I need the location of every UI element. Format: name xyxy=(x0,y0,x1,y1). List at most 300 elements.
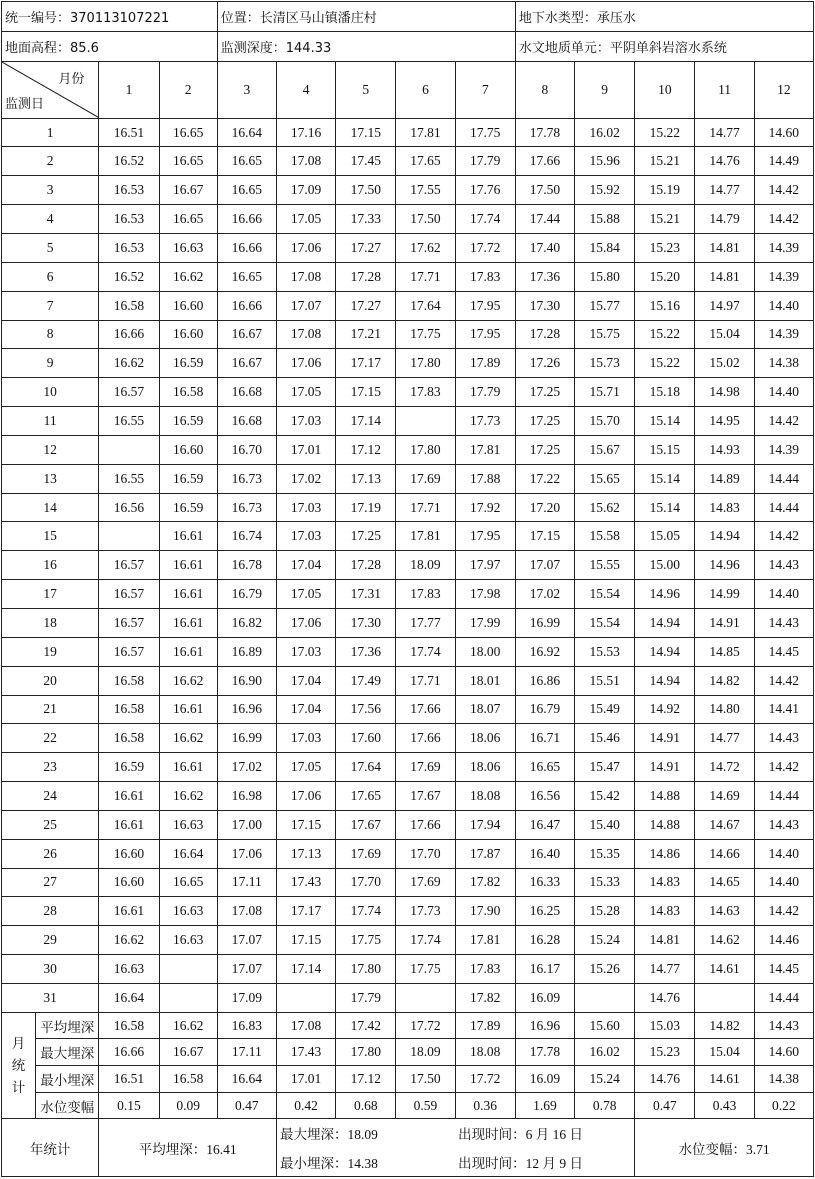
depth-value: 17.05 xyxy=(276,753,335,782)
stat-value: 17.80 xyxy=(336,1039,396,1066)
day-row xyxy=(2,897,814,926)
depth-value: 17.11 xyxy=(217,868,276,897)
depth-value: 14.98 xyxy=(695,378,754,407)
annual-range: 水位变幅：3.71 xyxy=(635,1119,814,1177)
day-number: 9 xyxy=(2,349,99,378)
annual-min-depth: 最小埋深：14.38 xyxy=(276,1148,455,1177)
depth-value: 14.63 xyxy=(695,897,754,926)
depth-value: 14.60 xyxy=(754,118,813,147)
depth-value: 17.43 xyxy=(276,868,335,897)
depth-value: 15.05 xyxy=(635,522,695,551)
depth-value: 18.00 xyxy=(455,637,515,666)
month-header: 2 xyxy=(159,62,217,118)
day-number: 17 xyxy=(2,580,99,609)
stat-value: 15.60 xyxy=(575,1012,635,1039)
depth-value: 16.53 xyxy=(99,205,159,234)
depth-value: 14.80 xyxy=(695,695,754,724)
stat-value: 14.43 xyxy=(754,1012,813,1039)
depth-value: 17.15 xyxy=(336,378,396,407)
day-number: 30 xyxy=(2,955,99,984)
depth-value: 15.88 xyxy=(575,205,635,234)
depth-value: 17.80 xyxy=(336,955,396,984)
stat-value: 0.42 xyxy=(276,1092,335,1119)
depth-value: 16.68 xyxy=(217,407,276,436)
stat-value: 15.04 xyxy=(695,1039,754,1066)
depth-value: 14.42 xyxy=(754,753,813,782)
stat-value: 14.76 xyxy=(635,1066,695,1093)
depth-value: 17.81 xyxy=(396,118,455,147)
day-number: 19 xyxy=(2,637,99,666)
depth-value: 17.17 xyxy=(336,349,396,378)
annual-stats-label: 年统计 xyxy=(2,1119,99,1177)
depth-value: 16.51 xyxy=(99,118,159,147)
depth-value: 14.85 xyxy=(695,637,754,666)
depth-value: 18.06 xyxy=(455,753,515,782)
depth-value: 14.88 xyxy=(635,810,695,839)
depth-value: 16.60 xyxy=(99,868,159,897)
depth-value: 16.63 xyxy=(159,234,217,263)
monitoring-depth: 监测深度：144.33 xyxy=(217,32,515,62)
stat-value: 17.78 xyxy=(515,1039,574,1066)
depth-value: 16.63 xyxy=(99,955,159,984)
depth-value: 17.45 xyxy=(336,147,396,176)
stat-value: 0.47 xyxy=(635,1092,695,1119)
stat-value: 0.68 xyxy=(336,1092,396,1119)
depth-value: 17.55 xyxy=(396,176,455,205)
depth-value: 17.87 xyxy=(455,839,515,868)
stat-value: 16.51 xyxy=(99,1066,159,1093)
depth-value: 17.73 xyxy=(396,897,455,926)
monthly-stat-row xyxy=(2,1092,814,1119)
day-number: 18 xyxy=(2,608,99,637)
depth-value: 17.90 xyxy=(455,897,515,926)
depth-value: 15.40 xyxy=(575,810,635,839)
depth-value: 14.94 xyxy=(695,522,754,551)
depth-value: 17.95 xyxy=(455,320,515,349)
depth-value: 14.40 xyxy=(754,378,813,407)
depth-value: 14.69 xyxy=(695,782,754,811)
depth-value: 17.03 xyxy=(276,522,335,551)
depth-value: 16.79 xyxy=(515,695,574,724)
depth-value: 14.43 xyxy=(754,724,813,753)
depth-value: 15.54 xyxy=(575,608,635,637)
depth-value: 14.61 xyxy=(695,955,754,984)
depth-value: 16.09 xyxy=(515,983,574,1012)
depth-value: 16.67 xyxy=(217,349,276,378)
depth-value xyxy=(99,435,159,464)
depth-value: 16.74 xyxy=(217,522,276,551)
depth-value: 15.26 xyxy=(575,955,635,984)
annual-max-time: 出现时间：6 月 16 日 xyxy=(455,1119,635,1148)
depth-value: 16.92 xyxy=(515,637,574,666)
stat-value: 0.36 xyxy=(455,1092,515,1119)
day-number: 25 xyxy=(2,810,99,839)
depth-value: 17.79 xyxy=(455,147,515,176)
depth-value: 14.44 xyxy=(754,782,813,811)
depth-value: 17.81 xyxy=(455,926,515,955)
depth-value: 17.25 xyxy=(336,522,396,551)
depth-value: 17.25 xyxy=(515,378,574,407)
depth-value: 15.15 xyxy=(635,435,695,464)
day-number: 21 xyxy=(2,695,99,724)
depth-value: 16.25 xyxy=(515,897,574,926)
depth-value: 14.45 xyxy=(754,637,813,666)
monthly-stat-row xyxy=(2,1012,814,1039)
depth-value: 16.55 xyxy=(99,464,159,493)
depth-value: 16.17 xyxy=(515,955,574,984)
depth-value: 14.44 xyxy=(754,983,813,1012)
stat-value: 17.50 xyxy=(396,1066,455,1093)
depth-value: 17.82 xyxy=(455,983,515,1012)
depth-value: 14.39 xyxy=(754,320,813,349)
stat-label: 平均埋深 xyxy=(36,1012,99,1039)
depth-value: 14.86 xyxy=(635,839,695,868)
depth-value: 17.06 xyxy=(276,608,335,637)
depth-value: 17.74 xyxy=(455,205,515,234)
monthly-stat-row xyxy=(2,1066,814,1093)
depth-value: 16.65 xyxy=(159,868,217,897)
depth-value: 17.15 xyxy=(336,118,396,147)
monthly-stats-label xyxy=(2,1012,36,1119)
depth-value: 17.17 xyxy=(276,897,335,926)
depth-value: 16.82 xyxy=(217,608,276,637)
depth-value: 17.07 xyxy=(217,955,276,984)
depth-value: 15.14 xyxy=(635,493,695,522)
depth-value: 17.36 xyxy=(515,262,574,291)
depth-value: 17.62 xyxy=(396,234,455,263)
depth-value: 15.55 xyxy=(575,551,635,580)
depth-value: 16.60 xyxy=(159,435,217,464)
depth-value: 14.40 xyxy=(754,291,813,320)
depth-value: 17.92 xyxy=(455,493,515,522)
depth-value: 17.94 xyxy=(455,810,515,839)
day-number: 31 xyxy=(2,983,99,1012)
depth-value: 14.44 xyxy=(754,493,813,522)
monthly-stat-row xyxy=(2,1039,814,1066)
depth-value: 16.62 xyxy=(159,666,217,695)
depth-value: 17.75 xyxy=(336,926,396,955)
depth-value: 17.99 xyxy=(455,608,515,637)
ground-elevation: 地面高程：85.6 xyxy=(2,32,218,62)
month-header: 10 xyxy=(635,62,695,118)
depth-value: 17.13 xyxy=(336,464,396,493)
stat-value: 14.60 xyxy=(754,1039,813,1066)
day-row xyxy=(2,782,814,811)
depth-value xyxy=(695,983,754,1012)
depth-value: 16.61 xyxy=(99,810,159,839)
annual-min-time: 出现时间：12 月 9 日 xyxy=(455,1148,635,1177)
depth-value: 16.57 xyxy=(99,378,159,407)
stat-value: 0.09 xyxy=(159,1092,217,1119)
depth-value: 15.22 xyxy=(635,349,695,378)
stat-value: 0.78 xyxy=(575,1092,635,1119)
depth-value: 16.66 xyxy=(217,291,276,320)
depth-value xyxy=(99,522,159,551)
depth-value: 16.99 xyxy=(217,724,276,753)
depth-value: 17.65 xyxy=(336,782,396,811)
stat-value: 15.24 xyxy=(575,1066,635,1093)
depth-value: 15.42 xyxy=(575,782,635,811)
depth-value: 17.08 xyxy=(276,320,335,349)
depth-value: 14.94 xyxy=(635,637,695,666)
depth-value: 14.96 xyxy=(635,580,695,609)
depth-value: 14.42 xyxy=(754,897,813,926)
depth-value: 17.02 xyxy=(515,580,574,609)
depth-value: 14.67 xyxy=(695,810,754,839)
depth-value: 17.83 xyxy=(396,378,455,407)
stat-value: 17.42 xyxy=(336,1012,396,1039)
depth-value: 15.22 xyxy=(635,118,695,147)
depth-value: 17.40 xyxy=(515,234,574,263)
annual-stats-row xyxy=(2,1119,814,1148)
depth-value: 14.91 xyxy=(695,608,754,637)
depth-value: 15.70 xyxy=(575,407,635,436)
depth-value: 14.44 xyxy=(754,464,813,493)
depth-value: 14.66 xyxy=(695,839,754,868)
depth-value: 17.70 xyxy=(396,839,455,868)
depth-value: 17.72 xyxy=(455,234,515,263)
day-row xyxy=(2,839,814,868)
depth-value: 16.66 xyxy=(99,320,159,349)
month-header: 4 xyxy=(276,62,335,118)
depth-value: 14.77 xyxy=(695,118,754,147)
depth-value: 16.58 xyxy=(159,378,217,407)
depth-value: 16.61 xyxy=(159,522,217,551)
depth-value: 17.81 xyxy=(396,522,455,551)
depth-value: 16.40 xyxy=(515,839,574,868)
stat-value: 17.89 xyxy=(455,1012,515,1039)
depth-value: 17.25 xyxy=(515,435,574,464)
depth-value: 15.00 xyxy=(635,551,695,580)
depth-value: 17.66 xyxy=(396,810,455,839)
depth-value: 17.08 xyxy=(276,147,335,176)
depth-value: 16.68 xyxy=(217,378,276,407)
day-row xyxy=(2,378,814,407)
depth-value: 17.82 xyxy=(455,868,515,897)
station-id: 统一编号：370113107221 xyxy=(2,2,218,32)
stat-value: 16.58 xyxy=(99,1012,159,1039)
location: 位置：长清区马山镇潘庄村 xyxy=(217,2,515,32)
depth-value: 17.66 xyxy=(396,724,455,753)
depth-value: 15.51 xyxy=(575,666,635,695)
day-number: 10 xyxy=(2,378,99,407)
depth-value: 16.61 xyxy=(159,608,217,637)
depth-value: 16.60 xyxy=(159,320,217,349)
day-number: 3 xyxy=(2,176,99,205)
depth-value: 16.57 xyxy=(99,637,159,666)
depth-value: 16.65 xyxy=(217,147,276,176)
stat-value: 16.64 xyxy=(217,1066,276,1093)
day-number: 5 xyxy=(2,234,99,263)
depth-value: 17.76 xyxy=(455,176,515,205)
stat-value: 18.09 xyxy=(396,1039,455,1066)
day-number: 23 xyxy=(2,753,99,782)
depth-value: 14.83 xyxy=(635,868,695,897)
depth-value: 17.66 xyxy=(515,147,574,176)
depth-value: 15.46 xyxy=(575,724,635,753)
depth-value: 14.99 xyxy=(695,580,754,609)
day-row xyxy=(2,493,814,522)
depth-value: 15.23 xyxy=(635,234,695,263)
depth-value: 15.28 xyxy=(575,897,635,926)
depth-value: 14.39 xyxy=(754,262,813,291)
depth-value: 16.55 xyxy=(99,407,159,436)
stat-value: 16.96 xyxy=(515,1012,574,1039)
depth-value: 17.07 xyxy=(217,926,276,955)
month-header: 12 xyxy=(754,62,813,118)
depth-value: 17.44 xyxy=(515,205,574,234)
stat-value: 15.03 xyxy=(635,1012,695,1039)
depth-value: 14.92 xyxy=(635,695,695,724)
depth-value: 18.01 xyxy=(455,666,515,695)
day-number: 29 xyxy=(2,926,99,955)
depth-value: 16.59 xyxy=(159,493,217,522)
depth-value xyxy=(575,983,635,1012)
depth-value: 17.89 xyxy=(455,349,515,378)
depth-value: 16.47 xyxy=(515,810,574,839)
depth-value: 15.58 xyxy=(575,522,635,551)
depth-value: 15.18 xyxy=(635,378,695,407)
depth-value: 15.19 xyxy=(635,176,695,205)
day-row xyxy=(2,666,814,695)
day-row xyxy=(2,407,814,436)
stat-value: 14.82 xyxy=(695,1012,754,1039)
depth-value: 17.79 xyxy=(455,378,515,407)
depth-value: 17.15 xyxy=(276,810,335,839)
depth-value: 17.75 xyxy=(396,320,455,349)
depth-value: 16.59 xyxy=(159,464,217,493)
depth-value: 17.06 xyxy=(276,349,335,378)
depth-value: 17.74 xyxy=(336,897,396,926)
day-row xyxy=(2,955,814,984)
day-number: 15 xyxy=(2,522,99,551)
day-number: 6 xyxy=(2,262,99,291)
depth-value: 16.71 xyxy=(515,724,574,753)
depth-value: 14.81 xyxy=(695,262,754,291)
depth-value: 14.89 xyxy=(695,464,754,493)
depth-value: 14.42 xyxy=(754,666,813,695)
depth-value: 15.54 xyxy=(575,580,635,609)
depth-value: 18.06 xyxy=(455,724,515,753)
depth-value: 14.97 xyxy=(695,291,754,320)
day-number: 28 xyxy=(2,897,99,926)
depth-value: 16.59 xyxy=(159,349,217,378)
depth-value: 15.22 xyxy=(635,320,695,349)
day-number: 14 xyxy=(2,493,99,522)
depth-value: 17.15 xyxy=(515,522,574,551)
depth-value: 15.16 xyxy=(635,291,695,320)
depth-value: 17.28 xyxy=(336,551,396,580)
depth-value: 15.77 xyxy=(575,291,635,320)
depth-value: 17.27 xyxy=(336,291,396,320)
depth-value: 17.22 xyxy=(515,464,574,493)
depth-value: 17.19 xyxy=(336,493,396,522)
monitoring-table xyxy=(1,1,814,1177)
depth-value: 17.81 xyxy=(455,435,515,464)
depth-value: 17.28 xyxy=(336,262,396,291)
depth-value: 14.42 xyxy=(754,407,813,436)
day-number: 27 xyxy=(2,868,99,897)
depth-value: 16.61 xyxy=(99,897,159,926)
day-row xyxy=(2,522,814,551)
day-row xyxy=(2,637,814,666)
day-row xyxy=(2,435,814,464)
day-number: 24 xyxy=(2,782,99,811)
day-number: 12 xyxy=(2,435,99,464)
depth-value: 16.61 xyxy=(159,753,217,782)
depth-value: 16.99 xyxy=(515,608,574,637)
depth-value: 16.89 xyxy=(217,637,276,666)
depth-value: 17.80 xyxy=(396,349,455,378)
depth-value: 14.94 xyxy=(635,608,695,637)
depth-value: 16.65 xyxy=(159,147,217,176)
depth-value: 14.77 xyxy=(695,724,754,753)
depth-value: 14.43 xyxy=(754,810,813,839)
annual-average-depth: 平均埋深：16.41 xyxy=(99,1119,277,1177)
depth-value: 15.20 xyxy=(635,262,695,291)
depth-value: 16.70 xyxy=(217,435,276,464)
depth-value: 15.14 xyxy=(635,407,695,436)
depth-value: 17.02 xyxy=(217,753,276,782)
depth-value: 17.50 xyxy=(515,176,574,205)
monthly-stats-label-char: 统 xyxy=(11,1057,26,1073)
depth-value: 14.95 xyxy=(695,407,754,436)
stat-value: 16.09 xyxy=(515,1066,574,1093)
depth-value: 14.81 xyxy=(635,926,695,955)
depth-value: 15.47 xyxy=(575,753,635,782)
depth-value: 17.73 xyxy=(455,407,515,436)
day-row xyxy=(2,926,814,955)
depth-value: 14.76 xyxy=(695,147,754,176)
depth-value: 14.91 xyxy=(635,753,695,782)
hydrogeologic-unit: 水文地质单元：平阴单斜岩溶水系统 xyxy=(515,32,813,62)
depth-value: 17.95 xyxy=(455,291,515,320)
depth-value: 17.09 xyxy=(276,176,335,205)
month-header: 5 xyxy=(336,62,396,118)
depth-value: 17.50 xyxy=(336,176,396,205)
depth-value: 16.78 xyxy=(217,551,276,580)
day-row xyxy=(2,205,814,234)
day-number: 4 xyxy=(2,205,99,234)
depth-value: 15.92 xyxy=(575,176,635,205)
depth-value: 16.67 xyxy=(217,320,276,349)
depth-value xyxy=(159,955,217,984)
depth-value: 16.62 xyxy=(159,724,217,753)
depth-value: 16.64 xyxy=(159,839,217,868)
depth-value: 17.01 xyxy=(276,435,335,464)
stat-label: 最小埋深 xyxy=(36,1066,99,1093)
depth-value: 16.33 xyxy=(515,868,574,897)
depth-value: 14.39 xyxy=(754,234,813,263)
day-number: 7 xyxy=(2,291,99,320)
depth-value: 17.75 xyxy=(455,118,515,147)
corner-header xyxy=(2,62,99,118)
depth-value: 17.03 xyxy=(276,407,335,436)
depth-value: 17.03 xyxy=(276,724,335,753)
depth-value: 15.71 xyxy=(575,378,635,407)
day-row xyxy=(2,464,814,493)
depth-value: 18.09 xyxy=(396,551,455,580)
depth-value: 17.14 xyxy=(336,407,396,436)
month-header: 6 xyxy=(396,62,455,118)
depth-value: 16.62 xyxy=(159,782,217,811)
depth-value: 15.21 xyxy=(635,205,695,234)
stat-value: 16.62 xyxy=(159,1012,217,1039)
day-row xyxy=(2,147,814,176)
depth-value: 17.04 xyxy=(276,551,335,580)
depth-value: 18.08 xyxy=(455,782,515,811)
depth-value: 16.02 xyxy=(575,118,635,147)
